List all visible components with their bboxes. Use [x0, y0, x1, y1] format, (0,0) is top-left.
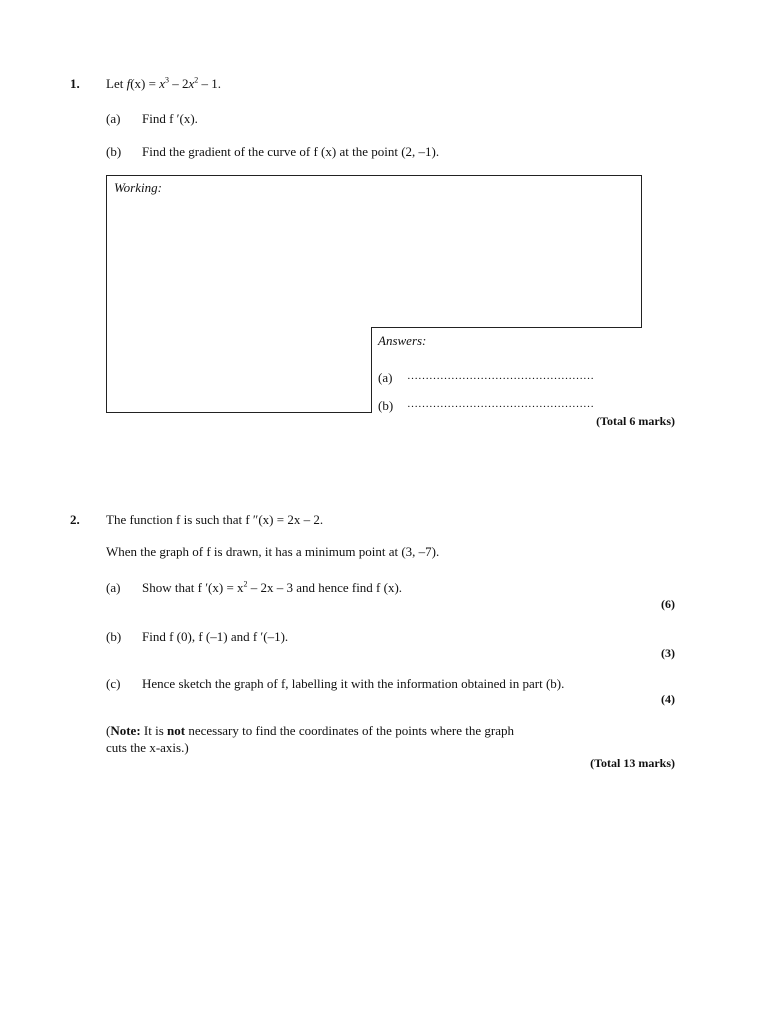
working-box-top-border	[106, 175, 642, 176]
answer-a-label: (a)	[378, 370, 393, 385]
q2-part-b-label: (b)	[106, 629, 122, 644]
q1-stem-minus2: – 2	[168, 76, 189, 91]
question-1-number: 1.	[70, 76, 80, 91]
q1-stem-x1: x	[159, 76, 165, 91]
q1-stem-sup2: 2	[194, 75, 199, 85]
answer-a-field[interactable]: ……………………………………………	[407, 370, 594, 382]
answers-box-left-border	[371, 327, 372, 413]
q2-part-a-text	[142, 580, 402, 596]
working-label: Working:	[114, 180, 162, 195]
q2-note-line-2: cuts the x-axis.)	[106, 740, 189, 755]
q2-part-b-marks: (3)	[661, 646, 675, 660]
answers-label: Answers:	[378, 333, 427, 348]
answer-b-field[interactable]: ……………………………………………	[407, 398, 594, 410]
q2-part-a-prefix: Show that f ′(x) = x	[142, 580, 244, 595]
q1-stem-f: f	[126, 76, 131, 91]
q2-part-a-marks: (6)	[661, 597, 675, 611]
q1-part-a-label: (a)	[106, 111, 121, 126]
q2-min-point: When the graph of f is drawn, it has a minimum point at (3, –7).	[106, 544, 440, 559]
working-box-left-border	[106, 175, 107, 413]
q2-total-marks: (Total 13 marks)	[590, 756, 675, 770]
q2-note-mid2: necessary to find the coordinates of the points where the graph	[185, 723, 514, 738]
q1-part-b-label: (b)	[106, 144, 122, 159]
q2-part-a-suffix: – 2x – 3 and hence find f (x).	[247, 580, 403, 595]
q1-part-a-text: Find f ′(x).	[142, 111, 198, 126]
working-box-right-border	[641, 175, 642, 328]
q1-stem-x2: x	[188, 76, 195, 91]
q2-note-mid1: It is	[140, 723, 168, 738]
q1-stem-prefix: Let	[106, 76, 124, 91]
question-1-stem	[106, 76, 221, 92]
q2-part-a-label: (a)	[106, 580, 121, 595]
q2-note-not: not	[167, 723, 186, 738]
q1-stem-sup1: 3	[164, 75, 169, 85]
answers-box-top-border	[371, 327, 642, 328]
q2-note-open: (	[106, 723, 111, 738]
q2-part-b-text: Find f (0), f (–1) and f ′(–1).	[142, 629, 289, 644]
question-2-number: 2.	[70, 512, 80, 527]
q2-stem: The function f is such that f ″(x) = 2x – 2.	[106, 512, 324, 527]
q2-note-bold: Note:	[110, 723, 141, 738]
q1-stem-fx: (x) =	[130, 76, 160, 91]
q1-total-marks: (Total 6 marks)	[596, 414, 675, 428]
q2-part-c-marks: (4)	[661, 692, 675, 706]
q2-part-a-sup: 2	[243, 579, 248, 589]
answer-b-label: (b)	[378, 398, 394, 413]
q1-part-b-text: Find the gradient of the curve of f (x) at the point (2, –1).	[142, 144, 440, 159]
working-box-bottom-border	[106, 412, 372, 413]
q1-stem-end: – 1.	[198, 76, 222, 91]
q2-part-c-label: (c)	[106, 676, 121, 691]
q2-note-line-1	[106, 723, 514, 739]
q2-part-c-text: Hence sketch the graph of f, labelling it with the information obtained in part (b).	[142, 676, 565, 691]
